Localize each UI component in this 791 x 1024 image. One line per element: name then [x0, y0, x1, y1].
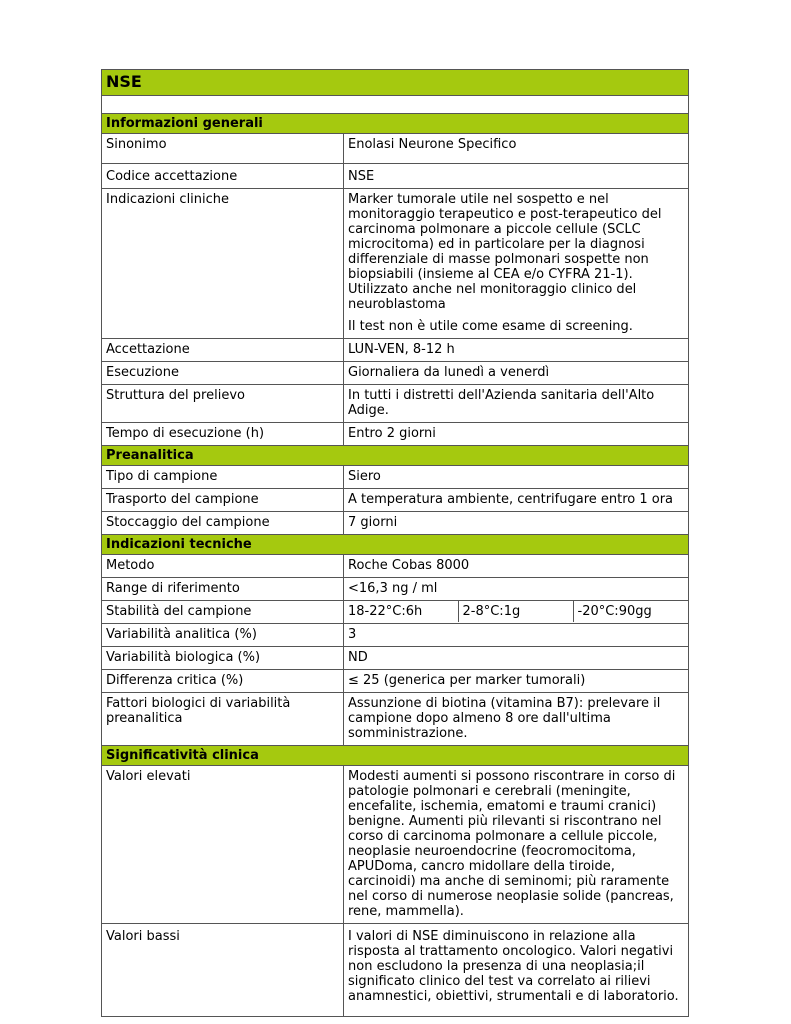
table-row — [102, 766, 689, 924]
indicazioni-paragraph-2: Il test non è utile come esame di screening. — [348, 319, 633, 334]
table-row — [102, 362, 689, 385]
label-range: Range di riferimento — [102, 578, 344, 601]
section-title-significativita: Significatività clinica — [102, 746, 689, 766]
table-row — [102, 924, 689, 1017]
section-title-preanalitica: Preanalitica — [102, 446, 689, 466]
value-trasporto: A temperatura ambiente, centrifugare entro 1 ora — [344, 489, 689, 512]
label-metodo: Metodo — [102, 555, 344, 578]
label-fattori: Fattori biologici di variabilità preanalitica — [102, 693, 344, 746]
indicazioni-paragraph-1: Marker tumorale utile nel sospetto e nel monitoraggio terapeutico e post-terapeutico del carcinoma polmonare a piccole cellule (SCLC microcitoma) ed in particolare per la diagnosi differenziale di masse polmonari sospette non biopsiabili (insieme al CEA e/o CYFRA 21-1). Utilizzato anche nel monitoraggio clinico del neuroblastoma — [348, 192, 662, 312]
label-tipo: Tipo di campione — [102, 466, 344, 489]
table-row — [102, 339, 689, 362]
label-valori-elevati: Valori elevati — [102, 766, 344, 924]
table-row — [102, 624, 689, 647]
value-stoccaggio: 7 giorni — [344, 512, 689, 535]
label-valori-bassi: Valori bassi — [102, 924, 344, 1017]
value-indicazioni — [344, 189, 689, 339]
table-row — [102, 647, 689, 670]
stability-subtable — [344, 601, 688, 622]
blank-row — [102, 96, 689, 114]
stability-fridge: 2-8°C:1g — [458, 601, 573, 622]
label-esecuzione: Esecuzione — [102, 362, 344, 385]
label-trasporto: Trasporto del campione — [102, 489, 344, 512]
value-range: <16,3 ng / ml — [344, 578, 689, 601]
value-sinonimo: Enolasi Neurone Specifico — [344, 134, 689, 164]
table-row — [102, 164, 689, 189]
label-indicazioni: Indicazioni cliniche — [102, 189, 344, 339]
table-row — [102, 466, 689, 489]
value-accettazione: LUN-VEN, 8-12 h — [344, 339, 689, 362]
title-row — [102, 70, 689, 96]
label-struttura: Struttura del prelievo — [102, 385, 344, 423]
table-row — [102, 423, 689, 446]
value-tempo: Entro 2 giorni — [344, 423, 689, 446]
table-row — [102, 489, 689, 512]
label-tempo: Tempo di esecuzione (h) — [102, 423, 344, 446]
section-header-tecniche — [102, 535, 689, 555]
value-codice: NSE — [344, 164, 689, 189]
table-row — [102, 578, 689, 601]
label-stoccaggio: Stoccaggio del campione — [102, 512, 344, 535]
value-esecuzione: Giornaliera da lunedì a venerdì — [344, 362, 689, 385]
stability-room-temp: 18-22°C:6h — [348, 604, 423, 619]
stability-frozen: -20°C:90gg — [573, 601, 688, 622]
section-header-generali — [102, 114, 689, 134]
label-sinonimo: Sinonimo — [102, 134, 344, 164]
value-var-biologica: ND — [344, 647, 689, 670]
label-codice: Codice accettazione — [102, 164, 344, 189]
section-title-tecniche: Indicazioni tecniche — [102, 535, 689, 555]
value-valori-elevati: Modesti aumenti si possono riscontrare in corso di patologie polmonari e cerebrali (meningite, encefalite, ischemia, ematomi e traumi cranici) benigne. Aumenti più rilevanti si riscontrano nel corso di carcinoma polmonare a cellule piccole, neoplasie neuroendocrine (feocromocitoma, APUDoma, cancro midollare della tiroide, carcinoidi) ma anche di seminomi; più raramente nel corso di numerose neoplasie solide (pancreas, rene, mammella). — [344, 766, 689, 924]
section-header-significativita — [102, 746, 689, 766]
label-var-analitica: Variabilità analitica (%) — [102, 624, 344, 647]
label-stabilita: Stabilità del campione — [102, 601, 344, 624]
table-row — [102, 555, 689, 578]
table-row — [102, 385, 689, 423]
table-row — [102, 512, 689, 535]
table-row — [102, 670, 689, 693]
label-var-biologica: Variabilità biologica (%) — [102, 647, 344, 670]
table-row — [102, 134, 689, 164]
page-title: NSE — [102, 70, 689, 96]
value-var-analitica: 3 — [344, 624, 689, 647]
value-stabilita — [344, 601, 689, 624]
value-fattori: Assunzione di biotina (vitamina B7): prelevare il campione dopo almeno 8 ore dall'ultima somministrazione. — [344, 693, 689, 746]
label-diff-critica: Differenza critica (%) — [102, 670, 344, 693]
value-diff-critica: ≤ 25 (generica per marker tumorali) — [344, 670, 689, 693]
value-metodo: Roche Cobas 8000 — [344, 555, 689, 578]
label-accettazione: Accettazione — [102, 339, 344, 362]
value-valori-bassi: I valori di NSE diminuiscono in relazione alla risposta al trattamento oncologico. Valori negativi non escludono la presenza di una neoplasia;il significato clinico del test va correlato ai rilievi anamnestici, obiettivi, strumentali e di laboratorio. — [344, 924, 689, 1017]
value-tipo: Siero — [344, 466, 689, 489]
section-header-preanalitica — [102, 446, 689, 466]
blank-cell — [102, 96, 689, 114]
table-row — [102, 189, 689, 339]
table-row — [102, 601, 689, 624]
lab-test-sheet — [101, 69, 689, 1017]
section-title-generali: Informazioni generali — [102, 114, 689, 134]
value-struttura: In tutti i distretti dell'Azienda sanitaria dell'Alto Adige. — [344, 385, 689, 423]
table-row — [102, 693, 689, 746]
